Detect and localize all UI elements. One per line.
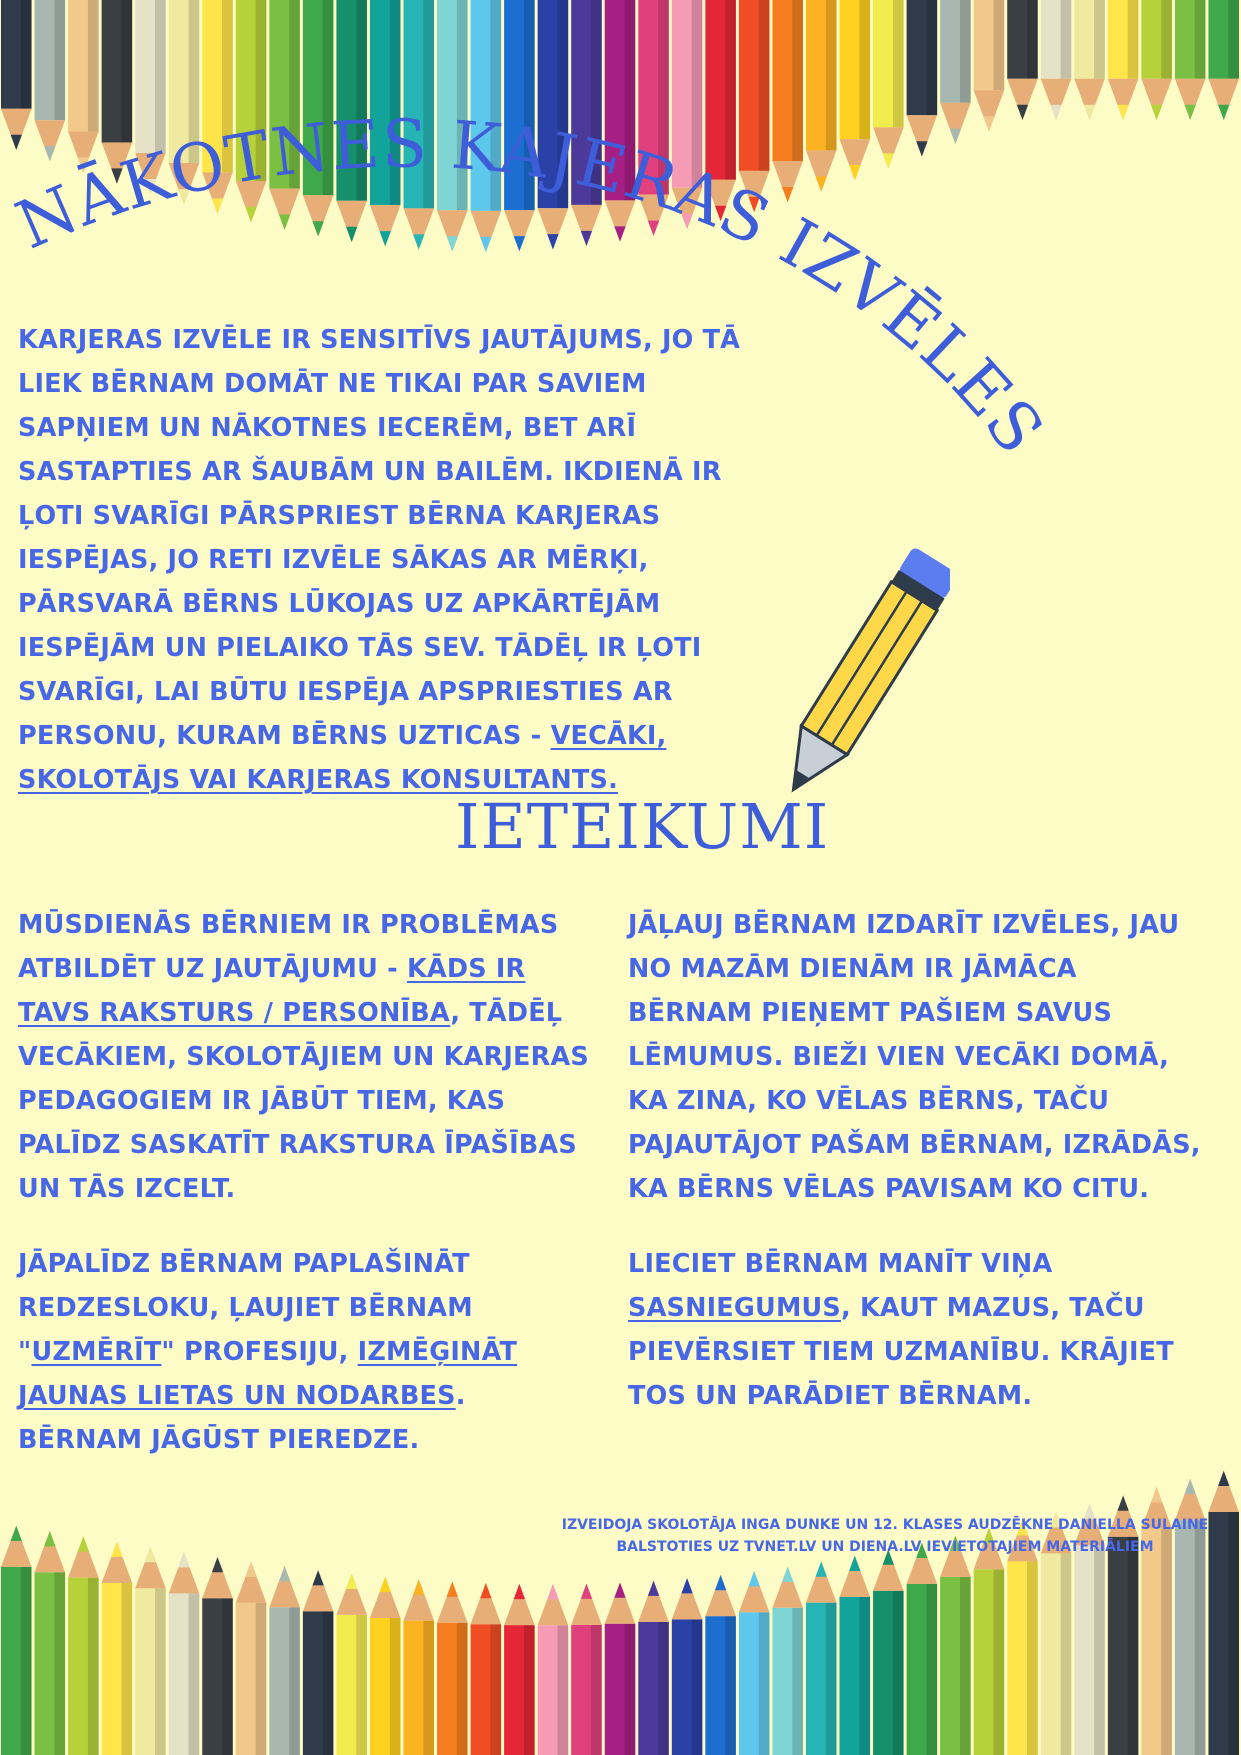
tip-3-text-a: JĀPALĪDZ BĒRNAM PAPLAŠINĀT REDZESLOKU, ĻAUJIET BĒRNAM " [18, 1249, 473, 1367]
page-title-text: NĀKOTNES KAJERAS IZVĒLES [5, 105, 1059, 469]
pencil-decoration [504, 1584, 535, 1755]
pencil-decoration [907, 1543, 938, 1755]
tip-4-text-a: LIECIET BĒRNAM MANĪT VIŅA [628, 1249, 1053, 1279]
pencil-decoration [571, 1584, 602, 1755]
pencil-decoration [169, 1552, 200, 1755]
pencil-decoration [605, 1582, 636, 1755]
pencil-decoration [35, 1531, 66, 1755]
tip-4 [628, 1242, 1203, 1418]
pencil-decoration [471, 1583, 502, 1755]
tip-3-link-2[interactable]: IZMĒĢINĀT JAUNAS LIETAS UN NODARBES [18, 1337, 518, 1411]
tip-2 [628, 903, 1203, 1211]
pencil-decoration [538, 1584, 569, 1755]
tip-1-text-b: , TĀDĒĻ VECĀKIEM, SKOLOTĀJIEM UN KARJERAS PEDAGOGIEM IR JĀBŪT TIEM, KAS PALĪDZ SASKATĪT RAKSTURA ĪPAŠĪBAS UN TĀS IZCELT. [18, 998, 589, 1204]
footer-line-1: IZVEIDOJA SKOLOTĀJA INGA DUNKE UN 12. KLASES AUDZĒKNE DANIELLA SULAINE [561, 1517, 1209, 1533]
pencil-decoration [68, 1536, 99, 1755]
pencil-decoration [772, 1567, 803, 1755]
pencil-decoration [102, 1542, 133, 1755]
tip-3-text-c: . BĒRNAM JĀGŪST PIEREDZE. [18, 1381, 466, 1455]
pencil-decoration [940, 1536, 971, 1755]
pencil-decoration [638, 1581, 669, 1755]
pencil-decoration [336, 1574, 367, 1755]
tip-4-link[interactable]: SASNIEGUMUS [628, 1293, 841, 1323]
tip-1-text-a: MŪSDIENĀS BĒRNIEM IR PROBLĒMAS ATBILDĒT UZ JAUTĀJUMU - [18, 910, 559, 984]
pencil-decoration [705, 1575, 736, 1755]
pencil-decoration [135, 1547, 166, 1755]
tip-2-text: JĀĻAUJ BĒRNAM IZDARĪT IZVĒLES, JAU NO MAZĀM DIENĀM IR JĀMĀCA BĒRNAM PIEŅEMT PAŠIEM SAVUS LĒMUMUS. BIEŽI VIEN VECĀKI DOMĀ, KA ZINA, KO VĒLAS BĒRNS, TAČU PAJAUTĀJOT PAŠAM BĒRNAM, IZRĀDĀS, KA BĒRNS VĒLAS PAVISAM KO CITU. [628, 910, 1201, 1204]
pencil-icon [780, 530, 950, 820]
pencil-decoration [840, 1556, 871, 1755]
colored-pencils-bottom-border [0, 1470, 1241, 1755]
pencil-decoration [1, 1526, 32, 1755]
tip-1 [18, 903, 593, 1211]
pencil-decoration [303, 1570, 334, 1755]
tip-3-link-1[interactable]: UZMĒRĪT [31, 1337, 162, 1367]
pencil-decoration [739, 1571, 770, 1755]
pencil-decoration [236, 1562, 267, 1755]
pencil-decoration [269, 1566, 300, 1755]
pencil-decoration [403, 1579, 434, 1755]
tip-3 [18, 1242, 593, 1462]
pencil-decoration [202, 1557, 233, 1755]
intro-link[interactable]: VECĀKI, SKOLOTĀJS VAI KARJERAS KONSULTANTS. [18, 721, 667, 795]
pencil-decoration [806, 1561, 837, 1755]
pencil-decoration [672, 1578, 703, 1755]
tip-4-text-b: , KAUT MAZUS, TAČU PIEVĒRSIET TIEM UZMANĪBU. KRĀJIET TOS UN PARĀDIET BĒRNAM. [628, 1293, 1174, 1411]
intro-paragraph [18, 318, 758, 802]
pencil-decoration [1208, 1471, 1239, 1755]
pencil-decoration [974, 1528, 1005, 1755]
pencil-decoration [370, 1577, 401, 1755]
pencil-decoration [437, 1581, 468, 1755]
tip-3-text-b: " PROFESIJU, [161, 1337, 358, 1367]
tips-heading: IETEIKUMI [455, 790, 830, 863]
tip-1-link[interactable]: KĀDS IR TAVS RAKSTURS / PERSONĪBA [18, 954, 526, 1028]
intro-text: KARJERAS IZVĒLE IR SENSITĪVS JAUTĀJUMS, JO TĀ LIEK BĒRNAM DOMĀT NE TIKAI PAR SAVIEM SAPŅIEM UN NĀKOTNES IECERĒM, BET ARĪ SASTAPTIES AR ŠAUBĀM UN BAILĒM. IKDIENĀ IR ĻOTI SVARĪGI PĀRSPRIEST BĒRNA KARJERAS IESPĒJAS, JO RETI IZVĒLE SĀKAS AR MĒRĶI, PĀRSVARĀ BĒRNS LŪKOJAS UZ APKĀRTĒJĀM IESPĒJĀM UN PIELAIKO TĀS SEV. TĀDĒĻ IR ĻOTI SVARĪGI, LAI BŪTU IESPĒJA APSPRIESTIES AR PERSONU, KURAM BĒRNS UZTICAS - [18, 325, 741, 751]
pencil-decoration [873, 1549, 904, 1755]
footer-credits [560, 1514, 1210, 1558]
footer-line-2: BALSTOTIES UZ TVNET.LV UN DIENA.LV IEVIETOTAJIEM MATERIĀLIEM [616, 1539, 1154, 1555]
